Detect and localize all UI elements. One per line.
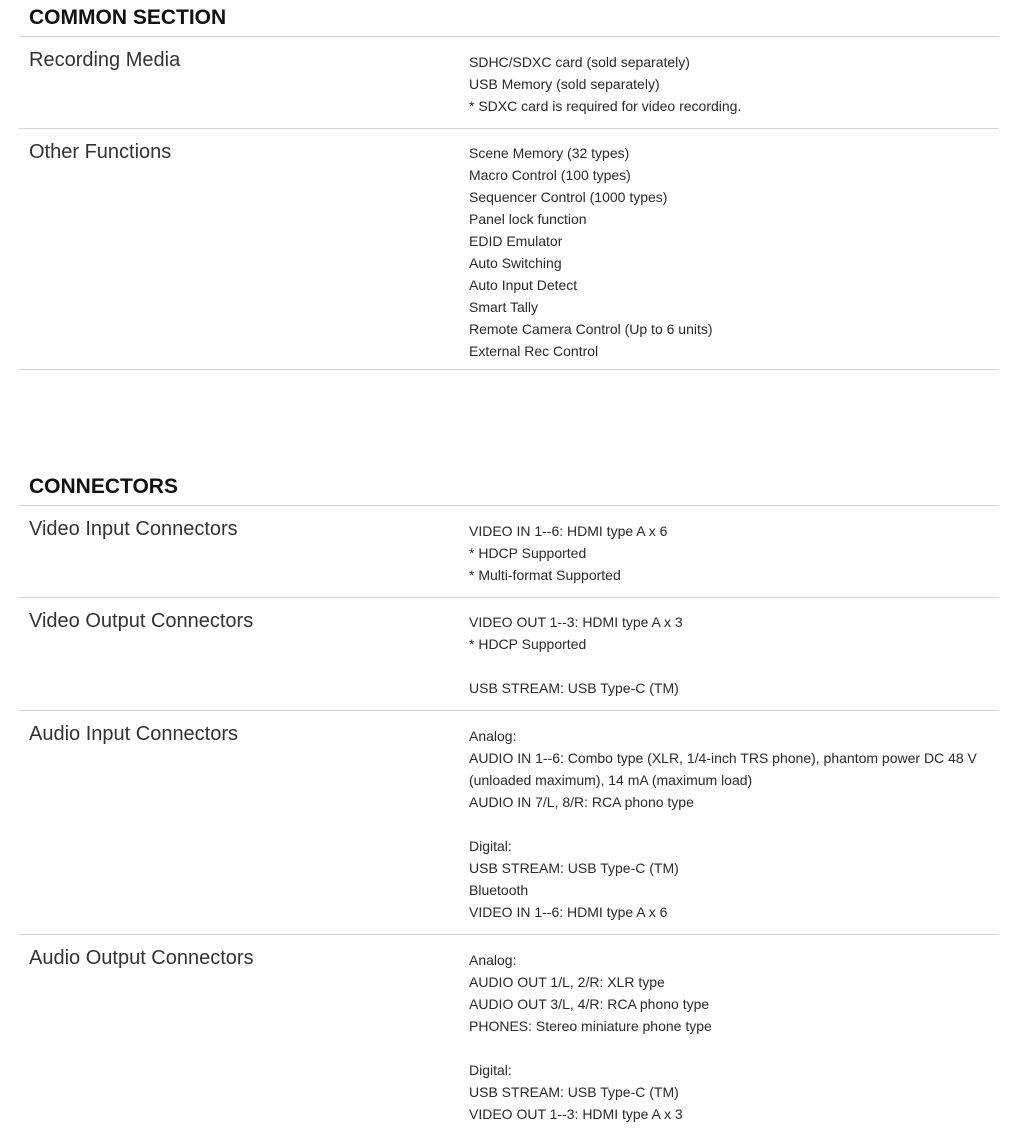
spec-line: Analog: [469, 952, 517, 968]
spec-line: Scene Memory (32 types) [469, 145, 630, 161]
spec-line: * HDCP Supported [469, 636, 587, 652]
spec-line: Digital: [469, 1062, 512, 1078]
spec-line: Smart Tally [469, 299, 538, 315]
spec-values [469, 611, 989, 699]
spec-line: VIDEO OUT 1--3: HDMI type A x 3 [469, 1106, 683, 1122]
spec-line: Panel lock function [469, 211, 587, 227]
spec-line: VIDEO OUT 1--3: HDMI type A x 3 [469, 614, 683, 630]
spec-row-recording-media [19, 37, 999, 129]
spec-line: Sequencer Control (1000 types) [469, 189, 668, 205]
spec-line: USB STREAM: USB Type-C (TM) [469, 860, 679, 876]
spec-line: AUDIO OUT 1/L, 2/R: XLR type [469, 974, 665, 990]
spec-line [469, 655, 989, 677]
spec-label: Video Output Connectors [29, 610, 254, 632]
spec-line [469, 813, 989, 835]
spec-label: Other Functions [29, 141, 172, 163]
spec-label: Video Input Connectors [29, 518, 238, 540]
spec-line: USB Memory (sold separately) [469, 76, 660, 92]
spec-line: * HDCP Supported [469, 545, 587, 561]
spec-line: AUDIO OUT 3/L, 4/R: RCA phono type [469, 996, 710, 1012]
spec-line [469, 1037, 989, 1059]
spec-line: VIDEO IN 1--6: HDMI type A x 6 [469, 523, 668, 539]
spec-line: USB STREAM: USB Type-C (TM) [469, 680, 679, 696]
spec-values [469, 51, 989, 117]
spec-line: USB STREAM: USB Type-C (TM) [469, 1084, 679, 1100]
spec-values [469, 142, 989, 362]
spec-row-video-output [19, 598, 999, 711]
spec-line: PHONES: Stereo miniature phone type [469, 1018, 712, 1034]
spec-label: Recording Media [29, 49, 181, 71]
spec-line: Remote Camera Control (Up to 6 units) [469, 321, 713, 337]
spec-row-video-input [19, 506, 999, 598]
spec-row-audio-input [19, 711, 999, 935]
spec-line: External Rec Control [469, 343, 599, 359]
spec-line: Macro Control (100 types) [469, 167, 631, 183]
spec-line: * SDXC card is required for video recording. [469, 98, 742, 114]
spec-line: EDID Emulator [469, 233, 563, 249]
spec-label: Audio Output Connectors [29, 947, 254, 969]
spec-line: AUDIO IN 1--6: Combo type (XLR, 1/4-inch TRS phone), phantom power DC 48 V (unloaded maximum), 14 mA (maximum load) [469, 750, 977, 788]
spec-line: Auto Switching [469, 255, 562, 271]
spec-line: Bluetooth [469, 882, 529, 898]
spec-row-audio-output [19, 935, 999, 1135]
spec-values [469, 520, 989, 586]
spec-line: Analog: [469, 728, 517, 744]
spec-row-other-functions [19, 129, 999, 370]
spec-label: Audio Input Connectors [29, 723, 239, 745]
spec-line: AUDIO IN 7/L, 8/R: RCA phono type [469, 794, 694, 810]
spec-values [469, 725, 989, 923]
section-title-connectors: CONNECTORS [19, 469, 999, 506]
spec-line: Digital: [469, 838, 512, 854]
spec-line: * Multi-format Supported [469, 567, 621, 583]
spec-line: Auto Input Detect [469, 277, 578, 293]
spec-line: SDHC/SDXC card (sold separately) [469, 54, 690, 70]
section-title-common: COMMON SECTION [19, 0, 999, 37]
connectors-section [19, 469, 999, 1135]
spec-line: VIDEO IN 1--6: HDMI type A x 6 [469, 904, 668, 920]
spec-values [469, 949, 989, 1125]
common-section [19, 0, 999, 370]
